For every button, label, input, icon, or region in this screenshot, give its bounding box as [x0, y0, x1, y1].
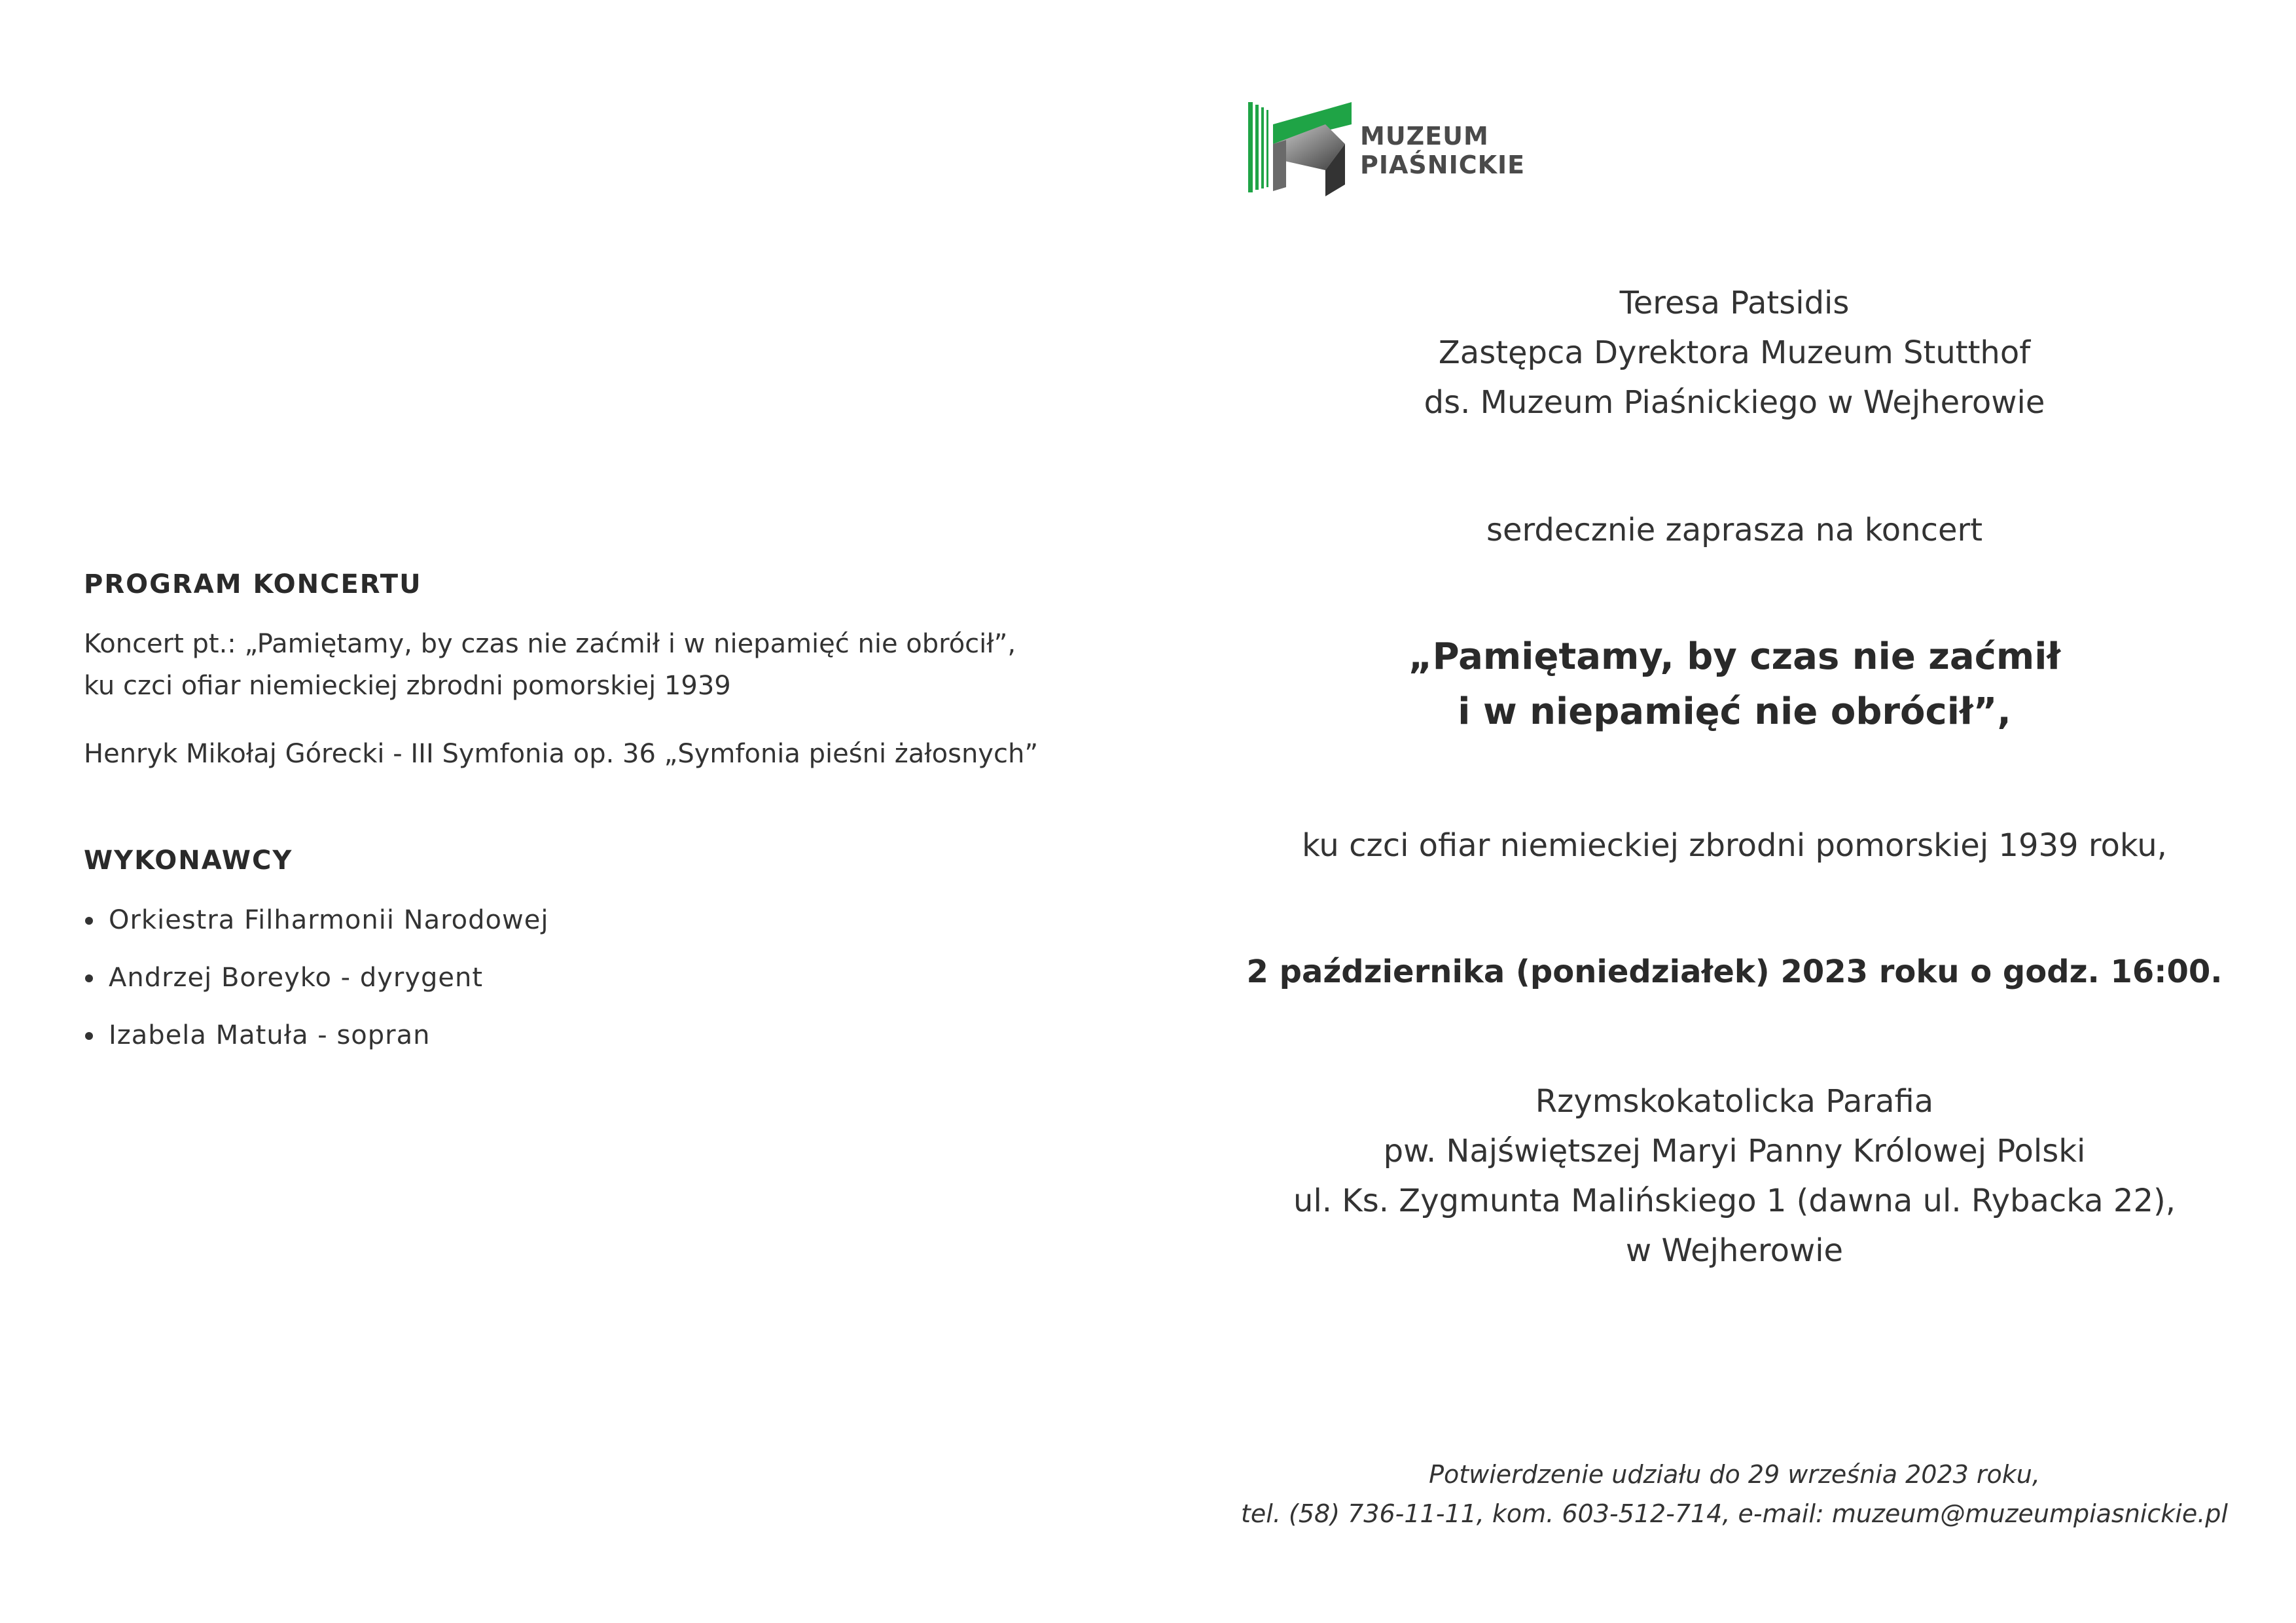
bullet-icon [85, 974, 93, 982]
performer-item [84, 1017, 1105, 1054]
logo-text-line1: MUZEUM [1360, 122, 1489, 151]
rsvp-block [1217, 1455, 2251, 1533]
performer-item [84, 959, 1105, 996]
program-desc-line: ku czci ofiar niemieckiej zbrodni pomorskiej 1939 [84, 671, 731, 701]
performer-name: Izabela Matuła - sopran [109, 1020, 431, 1050]
program-desc-line: Koncert pt.: „Pamiętamy, by czas nie zaćmił i w niepamięć nie obrócił”, [84, 629, 1016, 659]
concert-title [1230, 630, 2238, 740]
dedication-block [1230, 821, 2238, 870]
invite-text: serdecznie zaprasza na koncert [1486, 512, 1983, 548]
dedication-text: ku czci ofiar niemieckiej zbrodni pomorskiej 1939 roku, [1302, 827, 2167, 864]
bullet-icon [85, 1032, 93, 1040]
program-heading: PROGRAM KONCERTU [84, 569, 422, 599]
host-block [1230, 278, 2238, 427]
venue-address: ul. Ks. Zygmunta Malińskiego 1 (dawna ul. Rybacka 22), [1293, 1183, 2176, 1219]
performers-list [84, 902, 1105, 1054]
venue-block [1230, 1077, 2238, 1275]
concert-title-line: „Pamiętamy, by czas nie zaćmił [1408, 635, 2061, 678]
composer-line: Henryk Mikołaj Górecki - III Symfonia op. 36 „Symfonia pieśni żałosnych” [84, 739, 1039, 769]
performer-name: Andrzej Boreyko - dyrygent [109, 963, 484, 993]
bullet-icon [85, 917, 93, 925]
performers-heading: WYKONAWCY [84, 846, 293, 876]
host-name: Teresa Patsidis [1619, 285, 1850, 321]
venue-line: Rzymskokatolicka Parafia [1535, 1083, 1934, 1120]
program-section [84, 569, 1105, 1075]
host-title: Zastępca Dyrektora Muzeum Stutthof [1438, 334, 2031, 371]
museum-logo-mark [1247, 98, 1358, 196]
logo-text-line2: PIAŚNICKIE [1360, 151, 1526, 179]
museum-logo [1247, 98, 1528, 196]
rsvp-contact: tel. (58) 736-11-11, kom. 603-512-714, e-mail: muzeum@muzeumpiasnickie.pl [1241, 1499, 2228, 1528]
concert-date: 2 października (poniedziałek) 2023 roku o godz. 16:00. [1246, 954, 2223, 990]
rsvp-deadline: Potwierdzenie udziału do 29 września 2023 roku, [1429, 1460, 2040, 1489]
concert-title-line: i w niepamięć nie obrócił”, [1458, 690, 2011, 733]
performer-name: Orkiestra Filharmonii Narodowej [109, 905, 549, 935]
venue-line: pw. Najświętszej Maryi Panny Królowej Polski [1383, 1133, 2086, 1169]
invite-block [1230, 505, 2238, 555]
program-description [84, 623, 1105, 707]
date-block [1230, 947, 2238, 997]
host-title-line2: ds. Muzeum Piaśnickiego w Wejherowie [1424, 384, 2045, 421]
performer-item [84, 902, 1105, 938]
venue-city: w Wejherowie [1625, 1232, 1844, 1269]
